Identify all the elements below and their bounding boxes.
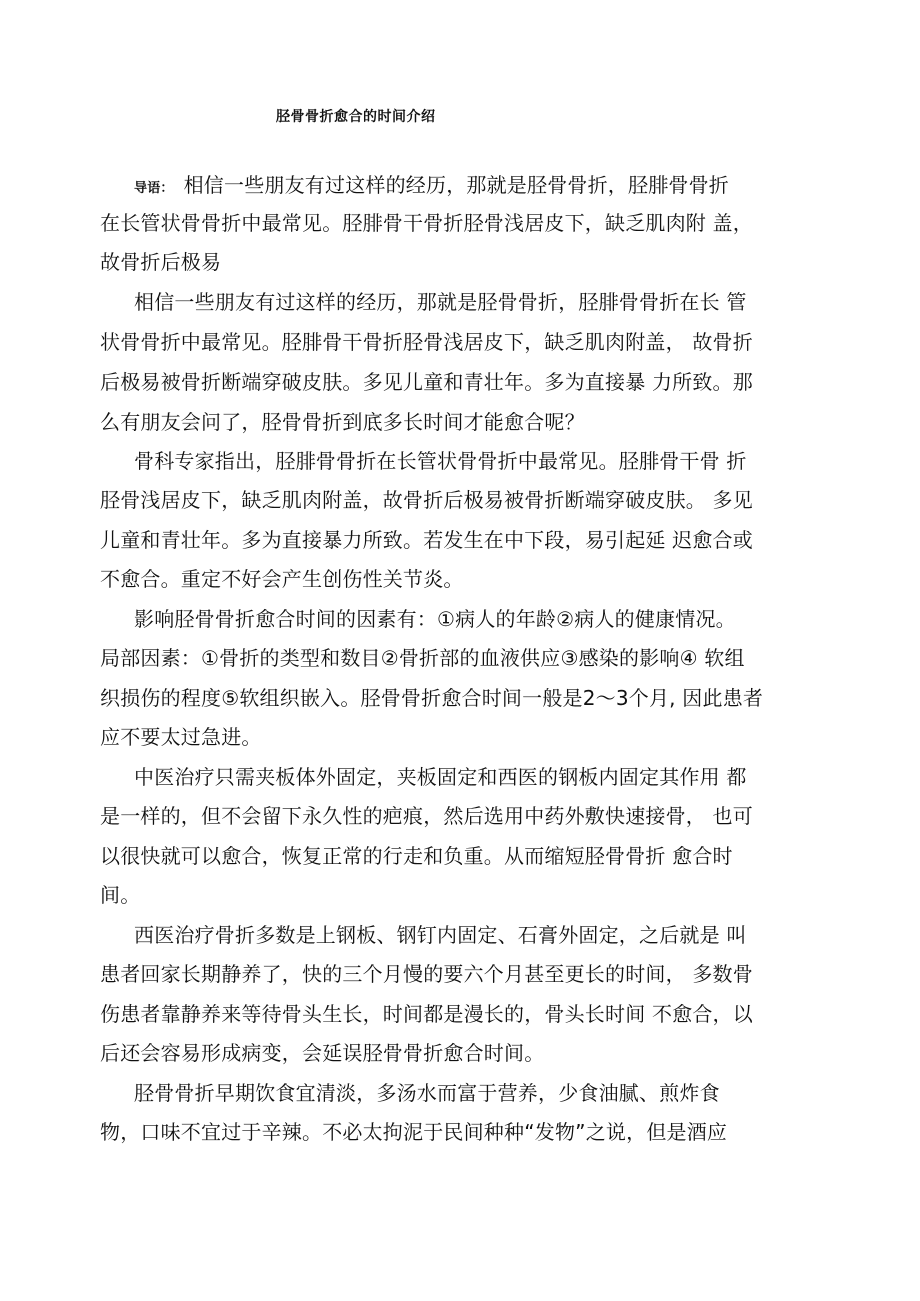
paragraph-2-line-1: 骨科专家指出，胫腓骨骨折在长管状骨骨折中最常见。胫腓骨干骨 折 <box>134 449 747 473</box>
paragraph-2-line-2: 胫骨浅居皮下，缺乏肌肉附盖，故骨折后极易被骨折断端穿破皮肤。 多见 <box>100 488 753 512</box>
paragraph-2-line-4: 不愈合。重定不好会产生创伤性关节炎。 <box>100 567 464 591</box>
paragraph-5-line-2: 患者回家长期静养了，快的三个月慢的要六个月甚至更长的时间， 多数骨 <box>100 962 753 986</box>
paragraph-4-line-4: 间。 <box>100 883 141 907</box>
paragraph-1-line-4: 么有朋友会问了，胫骨骨折到底多长时间才能愈合呢？ <box>100 410 585 434</box>
intro-label: 导语： <box>134 181 174 196</box>
intro-line-2: 在长管状骨骨折中最常见。胫腓骨干骨折胫骨浅居皮下，缺乏肌肉附 盖， <box>100 211 753 235</box>
paragraph-4-line-2: 是一样的，但不会留下永久性的疤痕，然后选用中药外敷快速接骨， 也可 <box>100 804 753 828</box>
paragraph-4-line-3: 以很快就可以愈合，恢复正常的行走和负重。从而缩短胫骨骨折 愈合时 <box>100 844 733 868</box>
paragraph-5-line-4: 后还会容易形成病变，会延误胫骨骨折愈合时间。 <box>100 1041 545 1065</box>
paragraph-6-line-1: 胫骨骨折早期饮食宜清淡，多汤水而富于营养，少食油腻、煎炸食 <box>134 1081 720 1105</box>
paragraph-3-line-1: 影响胫骨骨折愈合时间的因素有：①病人的年龄②病人的健康情况。 <box>134 607 736 631</box>
intro-line-3: 故骨折后极易 <box>100 250 222 274</box>
intro-line-1 <box>134 173 729 201</box>
paragraph-1-line-1: 相信一些朋友有过这样的经历，那就是胫骨骨折，胫腓骨骨折在长 管 <box>134 290 747 314</box>
paragraph-4-line-1: 中医治疗只需夹板体外固定，夹板固定和西医的钢板内固定其作用 都 <box>134 765 747 789</box>
paragraph-3-line-3: 织损伤的程度⑤软组织嵌入。胫骨骨折愈合时间一般是2〜3个月, 因此患者 <box>100 686 764 710</box>
paragraph-1-line-2: 状骨骨折中最常见。胫腓骨干骨折胫骨浅居皮下，缺乏肌肉附盖， 故骨折 <box>100 330 753 354</box>
paragraph-5-line-1: 西医治疗骨折多数是上钢板、钢钉内固定、石膏外固定，之后就是 叫 <box>134 923 747 947</box>
intro-text-1: 相信一些朋友有过这样的经历，那就是胫骨骨折，胫腓骨骨折 <box>183 173 730 197</box>
paragraph-3-line-2: 局部因素：①骨折的类型和数目②骨折部的血液供应③感染的影响④ 软组 <box>100 646 745 670</box>
paragraph-2-line-3: 儿童和青壮年。多为直接暴力所致。若发生在中下段，易引起延 迟愈合或 <box>100 528 753 552</box>
paragraph-5-line-3: 伤患者靠静养来等待骨头生长，时间都是漫长的，骨头长时间 不愈合，以 <box>100 1002 753 1026</box>
document-title: 胫骨骨折愈合的时间介绍 <box>276 109 436 125</box>
paragraph-6-line-2: 物，口味不宜过于辛辣。不必太拘泥于民间种种“发物”之说，但是酒应 <box>100 1120 728 1144</box>
paragraph-3-line-4: 应不要太过急进。 <box>100 725 262 749</box>
paragraph-1-line-3: 后极易被骨折断端穿破皮肤。多见儿童和青壮年。多为直接暴 力所致。那 <box>100 370 753 394</box>
